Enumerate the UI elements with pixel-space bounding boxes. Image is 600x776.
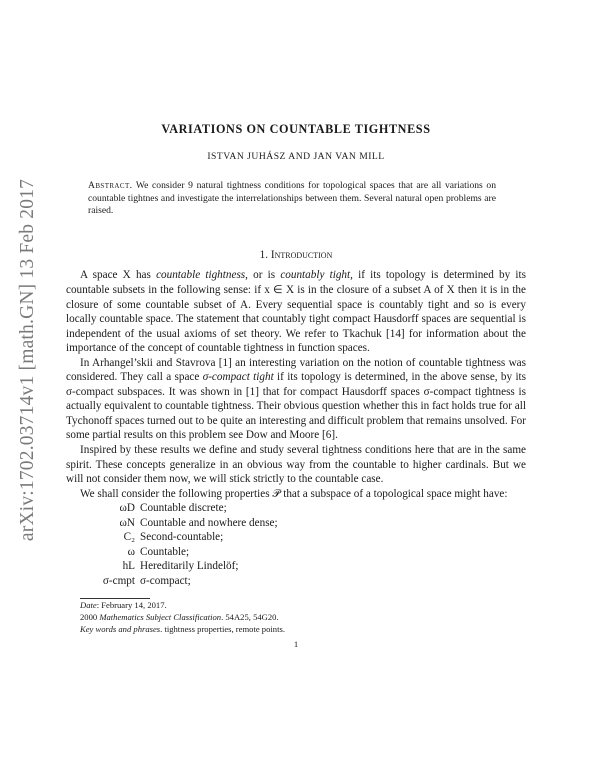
abstract bbox=[66, 180, 526, 218]
page-number: 1 bbox=[293, 639, 299, 650]
abstract-heading: Abstract. bbox=[88, 180, 133, 192]
paragraph-2: In Arhangel’skii and Stavrova [1] an interesting variation on the notion of countable tightness was considered. They call a space σ-compact tight if its topology is determined, in the above sense, by its σ-compact subspaces. It was shown in [1] that for compact Hausdorff spaces σ-compact tightness is actually equivalent to countable tightness. Their obvious question whether this in fact holds true for all Tychonoff spaces turned out to be quite an interesting and difficult problem that remains unsolved. For some partial results on this problem see Dow and Moore [6]. bbox=[66, 356, 527, 442]
footnote-date: Date: February 14, 2017. bbox=[80, 600, 167, 611]
property-symbol: C₂ bbox=[123, 531, 135, 544]
paper-authors: ISTVAN JUHÁSZ AND JAN VAN MILL bbox=[207, 150, 385, 162]
property-symbol: ωN bbox=[119, 516, 135, 529]
arxiv-sidebar bbox=[8, 150, 48, 570]
property-description: Countable and nowhere dense; bbox=[140, 516, 278, 529]
arxiv-identifier: arXiv:1702.03714v1 [math.GN] 13 Feb 2017 bbox=[17, 178, 38, 542]
paragraph-4: We shall consider the following properties 𝒫 that a subspace of a topological space might have: bbox=[80, 487, 508, 500]
property-symbol: σ-cmpt bbox=[102, 574, 135, 587]
footnote-keywords: Key words and phrases. tightness properties, remote points. bbox=[80, 624, 285, 635]
list-item bbox=[66, 559, 526, 574]
property-description: Hereditarily Lindelöf; bbox=[140, 560, 239, 573]
paragraph-3: Inspired by these results we define and study several tightness conditions here that are in the same spirit. These concepts generalize in an obvious way from the countable to higher cardinals. But we will not consider them now, we will stick strictly to the countable case. bbox=[66, 443, 526, 486]
property-description: Countable discrete; bbox=[140, 502, 227, 515]
property-symbol: hL bbox=[122, 560, 135, 573]
abstract-text: We consider 9 natural tightness conditions for topological spaces that are all variations on countable tightnes and investigate the interrelationships between them. Several natural open problems are raised. bbox=[88, 180, 496, 217]
property-description: Countable; bbox=[140, 545, 190, 558]
property-symbol: ω bbox=[127, 545, 135, 558]
list-item bbox=[66, 530, 526, 545]
section-number: 1. bbox=[259, 248, 269, 261]
section-title: Introduction bbox=[270, 248, 333, 261]
property-description: σ-compact; bbox=[140, 574, 191, 587]
paragraph-1: A space X has countable tightness, or is countably tight, if its topology is determined by its countable subsets in the following sense: if x ∈ X is in the closure of a subset A of X then it is in the closure of some countable subset of A. Every sequential space is countably tight and so is every locally countable space. The statement that countably tight compact Hausdorff spaces are sequential is independent of the usual axioms of set theory. We refer to Tkachuk [14] for information about the importance of the concept of countable tightness in function spaces. bbox=[66, 269, 526, 355]
list-item bbox=[66, 545, 526, 560]
property-list bbox=[66, 501, 526, 588]
paper-title: VARIATIONS ON COUNTABLE TIGHTNESS bbox=[161, 122, 431, 136]
property-symbol: ωD bbox=[119, 502, 135, 515]
list-item bbox=[66, 501, 526, 516]
footnote-msc: 2000 Mathematics Subject Classification. 54A25, 54G20. bbox=[80, 612, 279, 623]
list-item bbox=[66, 516, 526, 531]
paper-page bbox=[66, 114, 526, 652]
list-item bbox=[66, 574, 526, 589]
section-heading bbox=[66, 248, 526, 263]
property-description: Second-countable; bbox=[140, 531, 224, 544]
